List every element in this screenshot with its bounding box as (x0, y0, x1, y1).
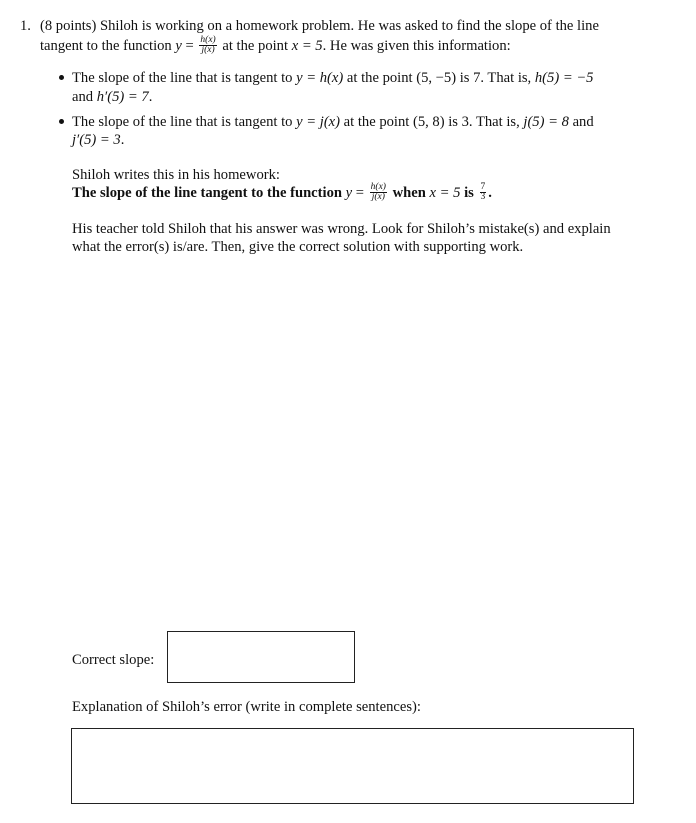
bullet-2-line2 (72, 131, 124, 149)
fraction-numerator: h(x) (200, 35, 216, 46)
bullet-dot-1 (59, 75, 64, 80)
problem-intro-line1: (8 points) Shiloh is working on a homework problem. He was asked to find the slope of the line (40, 18, 599, 34)
explanation-input[interactable] (71, 728, 634, 804)
fraction-denominator: j(x) (201, 45, 215, 56)
claim-text-c: is (464, 185, 474, 201)
bullet-1-math-b: h(5) = −5 (534, 70, 594, 86)
bullet-1-period: . (148, 89, 153, 105)
intro-text-b: at the point (222, 38, 289, 54)
bullet-dot-2 (59, 119, 64, 124)
teacher-line2: what the error(s) is/are. Then, give the correct solution with supporting work. (72, 239, 524, 255)
claim-text-a: The slope of the line tangent to the function (72, 185, 342, 201)
bullet-2-math-c: j′(5) = 3 (72, 132, 121, 148)
problem-number: 1. (20, 18, 31, 34)
x-equals-5: x = 5 (291, 38, 323, 54)
bullet-1-text-c: and (72, 89, 94, 105)
problem-intro-line2 (40, 37, 511, 56)
bullet-2-text-c: and (572, 114, 594, 130)
bullet-2-line1 (72, 113, 594, 131)
bullet-1-line2 (72, 88, 152, 106)
claim-three: 3 (480, 192, 486, 203)
claim-fraction-denominator: j(x) (371, 192, 385, 203)
explanation-label: Explanation of Shiloh’s error (write in complete sentences): (72, 699, 421, 715)
fraction-h-over-j (199, 36, 216, 55)
bullet-2-text-a: The slope of the line that is tangent to (72, 114, 293, 130)
bullet-2-math-b: j(5) = 8 (523, 114, 569, 130)
equals-sign: = (185, 38, 194, 54)
bullet-1-text-b: at the point (5, −5) is 7. That is, (346, 70, 532, 86)
bullet-2-math-a: y = j(x) (296, 114, 341, 130)
claim-seven: 7 (480, 182, 486, 193)
var-y: y (175, 38, 182, 54)
homework-lead: Shiloh writes this in his homework: (72, 167, 280, 183)
claim-text-b: when (392, 185, 426, 201)
bullet-2-text-b: at the point (5, 8) is 3. That is, (343, 114, 520, 130)
bullet-1-math-a: y = h(x) (296, 70, 344, 86)
intro-text-c: . He was given this information: (322, 38, 511, 54)
claim-var-y: y = (345, 185, 365, 201)
intro-text-a: tangent to the function (40, 38, 172, 54)
correct-slope-input[interactable] (167, 631, 355, 683)
bullet-1-text-a: The slope of the line that is tangent to (72, 70, 293, 86)
claim-fraction (370, 183, 387, 202)
claim-period: . (488, 185, 492, 201)
homework-claim (72, 184, 492, 203)
claim-fraction-numerator: h(x) (370, 182, 386, 193)
bullet-2-period: . (120, 132, 125, 148)
bullet-1-math-c: h′(5) = 7 (96, 89, 149, 105)
correct-slope-label: Correct slope: (72, 652, 155, 668)
bullet-1-line1 (72, 69, 593, 87)
teacher-line1: His teacher told Shiloh that his answer was wrong. Look for Shiloh’s mistake(s) and explain (72, 221, 611, 237)
claim-seven-thirds (480, 183, 487, 202)
claim-x-equals-5: x = 5 (429, 185, 461, 201)
